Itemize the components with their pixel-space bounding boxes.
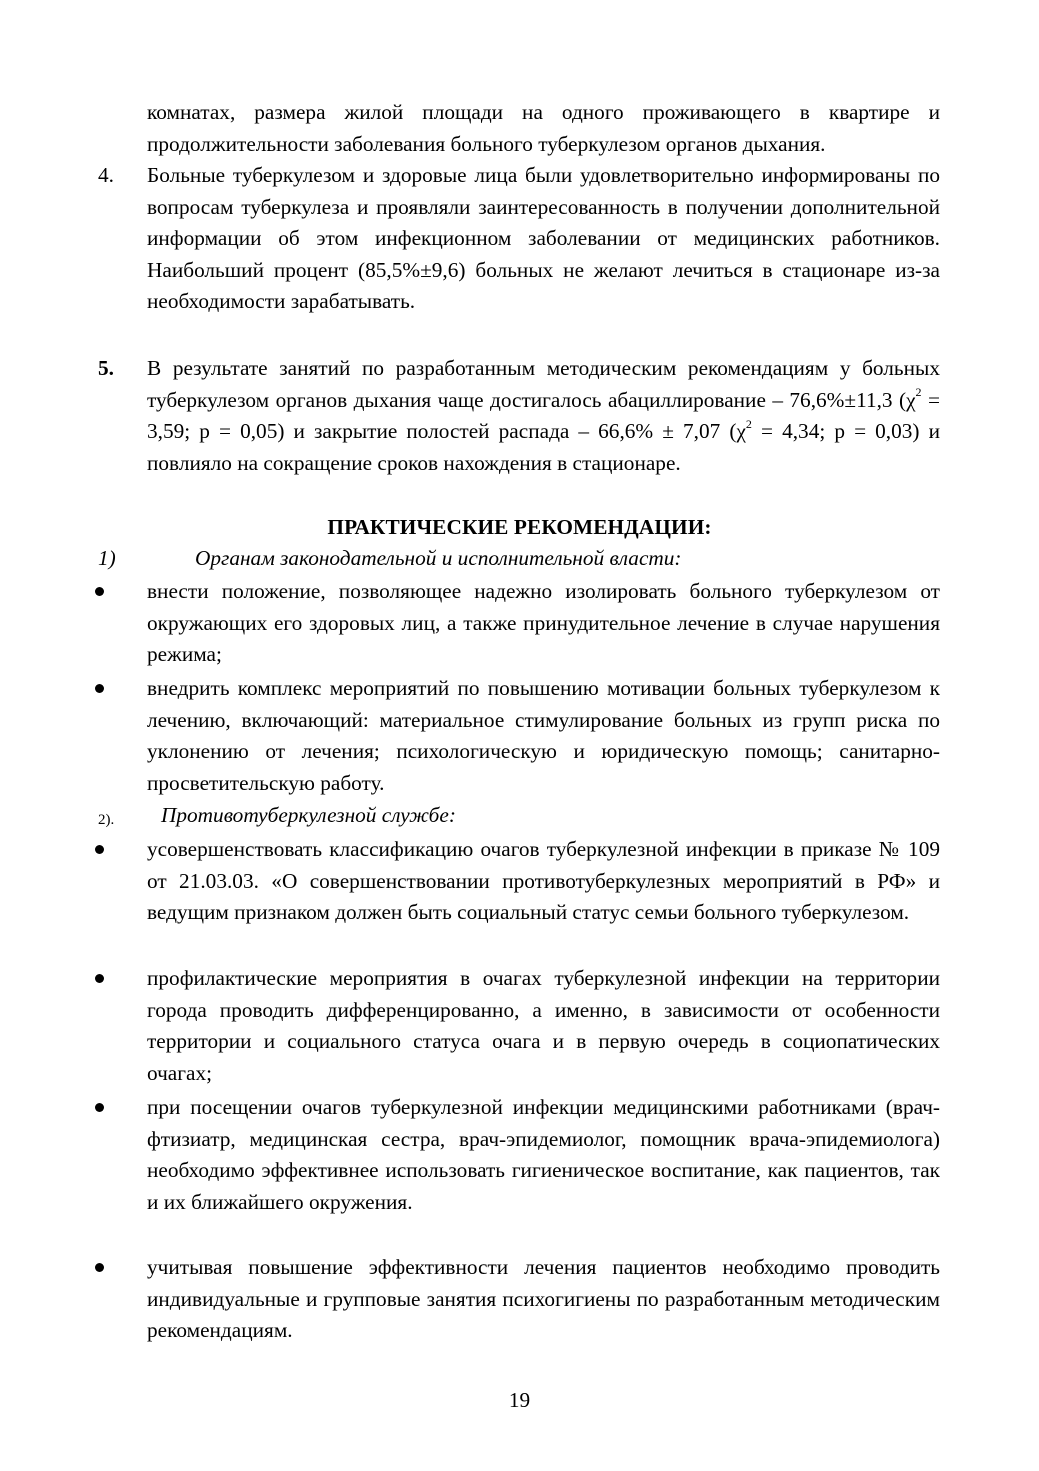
- superscript: 2: [915, 385, 922, 400]
- subsection-title: Противотуберкулезной службе:: [161, 803, 456, 827]
- bullet-icon: [95, 684, 104, 693]
- conclusion-text-part: = 4,34; p = 0,03) и повлияло на сокращение сроков нахождения в стационаре.: [147, 419, 940, 475]
- page-number: 19: [508, 1388, 531, 1412]
- bullet-icon: [95, 974, 104, 983]
- conclusion-text: Больные туберкулезом и здоровые лица были удовлетворительно информированы по вопросам туберкулеза и проявляли заинтересованность в получении дополнительной информации об этом инфекционном заболевании от медицинских работников. Наибольший процент (85,5%±9,6) больных не желают лечиться в стационаре из-за необходимости зарабатывать.: [147, 163, 940, 313]
- list-item-text: при посещении очагов туберкулезной инфекции медицинскими работниками (врач-фтизиатр, медицинская сестра, врач-эпидемиолог, помощник врача-эпидемиолога) необходимо эффективнее использовать гигиеническое воспитание, как пациентов, так и их ближайшего окружения.: [147, 1095, 940, 1214]
- bullet-icon: [95, 845, 104, 854]
- conclusion-text: [147, 353, 940, 479]
- conclusion-text-part: = 3,59; p = 0,05) и закрытие полостей распада – 66,6% ± 7,07 (χ: [147, 387, 940, 443]
- conclusion-number: 5.: [98, 356, 114, 380]
- conclusion-text-part: В результате занятий по разработанным методическим рекомендациям у больных туберкулезом органов дыхания чаще достигалось абациллирование – 76,6%±11,3 (χ: [147, 356, 940, 412]
- section-heading: ПРАКТИЧЕСКИЕ РЕКОМЕНДАЦИИ:: [327, 515, 712, 539]
- bullet-icon: [95, 1103, 104, 1112]
- subsection-number: 1): [98, 546, 116, 570]
- subsection-number: 2).: [98, 812, 115, 828]
- list-item-text: профилактические мероприятия в очагах туберкулезной инфекции на территории города проводить дифференцированно, а именно, в зависимости от особенности территории и социального статуса очага и в первую очередь в социопатических очагах;: [147, 966, 940, 1085]
- subsection-title: Органам законодательной и исполнительной власти:: [195, 546, 682, 570]
- bullet-icon: [95, 1263, 104, 1272]
- conclusion-number: 4.: [98, 163, 114, 187]
- list-item-text: внести положение, позволяющее надежно изолировать больного туберкулезом от окружающих его здоровых лиц, а также принудительное лечение в случае нарушения режима;: [147, 579, 940, 666]
- superscript: 2: [745, 416, 752, 431]
- list-item-text: усовершенствовать классификацию очагов туберкулезной инфекции в приказе № 109 от 21.03.03. «О совершенствовании противотуберкулезных мероприятий в РФ» и ведущим признаком должен быть социальный статус семьи больного туберкулезом.: [147, 837, 940, 924]
- list-item-text: учитывая повышение эффективности лечения пациентов необходимо проводить индивидуальные и групповые занятия психогигиены по разработанным методическим рекомендациям.: [147, 1255, 940, 1342]
- list-item-text: внедрить комплекс мероприятий по повышению мотивации больных туберкулезом к лечению, включающий: материальное стимулирование больных из групп риска по уклонению от лечения; психологическую и юридическую помощь; санитарно-просветительскую работу.: [147, 676, 940, 795]
- intro-paragraph-text: комнатах, размера жилой площади на одного проживающего в квартире и продолжительности заболевания больного туберкулезом органов дыхания.: [147, 100, 940, 156]
- bullet-icon: [95, 587, 104, 596]
